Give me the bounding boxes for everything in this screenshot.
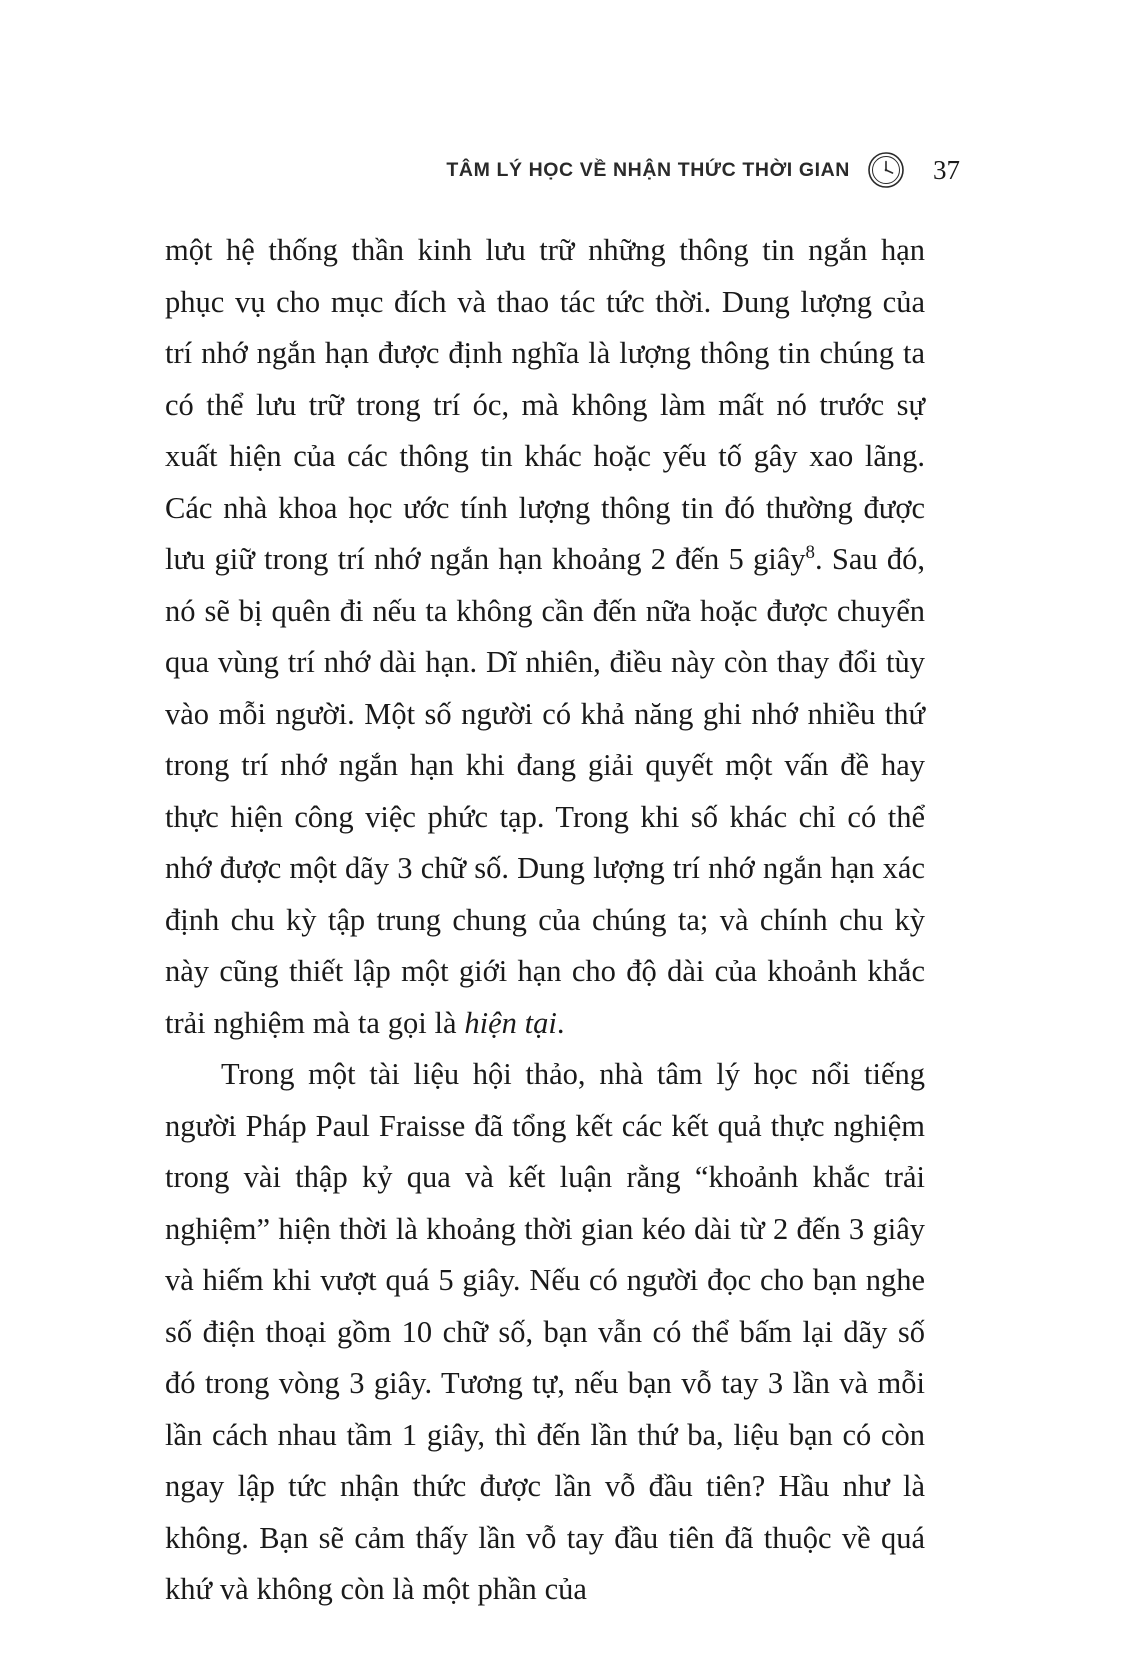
clock-icon	[866, 150, 906, 190]
paragraph-1-text-part-3: .	[556, 1005, 565, 1040]
page-number: 37	[933, 154, 960, 185]
running-header	[165, 150, 960, 190]
paragraph-1	[165, 225, 925, 1049]
footnote-marker-8: 8	[805, 541, 815, 563]
paragraph-1-text-part-2: . Sau đó, nó sẽ bị quên đi nếu ta không cần đến nữa hoặc được chuyển qua vùng trí nhớ dài hạn. Dĩ nhiên, điều này còn thay đổi tùy vào mỗi người. Một số người có khả năng ghi nhớ nhiều thứ trong trí nhớ ngắn hạn khi đang giải quyết một vấn đề hay thực hiện công việc phức tạp. Trong khi số khác chỉ có thể nhớ được một dãy 3 chữ số. Dung lượng trí nhớ ngắn hạn xác định chu kỳ tập trung chung của chúng ta; và chính chu kỳ này cũng thiết lập một giới hạn cho độ dài của khoảnh khắc trải nghiệm mà ta gọi là	[165, 542, 926, 1040]
paragraph-1-text-part-1: một hệ thống thần kinh lưu trữ những thông tin ngắn hạn phục vụ cho mục đích và thao tác tức thời. Dung lượng của trí nhớ ngắn hạn được định nghĩa là lượng thông tin chúng ta có thể lưu trữ trong trí óc, mà không làm mất nó trước sự xuất hiện của các thông tin khác hoặc yếu tố gây xao lãng. Các nhà khoa học ước tính lượng thông tin đó thường được lưu giữ trong trí nhớ ngắn hạn khoảng 2 đến 5 giây	[165, 233, 925, 576]
page-body	[165, 225, 925, 1616]
paragraph-2: Trong một tài liệu hội thảo, nhà tâm lý học nổi tiếng người Pháp Paul Fraisse đã tổng kết các kết quả thực nghiệm trong vài thập kỷ qua và kết luận rằng “khoảnh khắc trải nghiệm” hiện thời là khoảng thời gian kéo dài từ 2 đến 3 giây và hiếm khi vượt quá 5 giây. Nếu có người đọc cho bạn nghe số điện thoại gồm 10 chữ số, bạn vẫn có thể bấm lại dãy số đó trong vòng 3 giây. Tương tự, nếu bạn vỗ tay 3 lần và mỗi lần cách nhau tầm 1 giây, thì đến lần thứ ba, liệu bạn có còn ngay lập tức nhận thức được lần vỗ đầu tiên? Hầu như là không. Bạn sẽ cảm thấy lần vỗ tay đầu tiên đã thuộc về quá khứ và không còn là một phần của	[165, 1057, 925, 1606]
paragraph-1-italic-phrase: hiện tại	[464, 1005, 557, 1040]
running-header-title: TÂM LÝ HỌC VỀ NHẬN THỨC THỜI GIAN	[446, 158, 850, 181]
